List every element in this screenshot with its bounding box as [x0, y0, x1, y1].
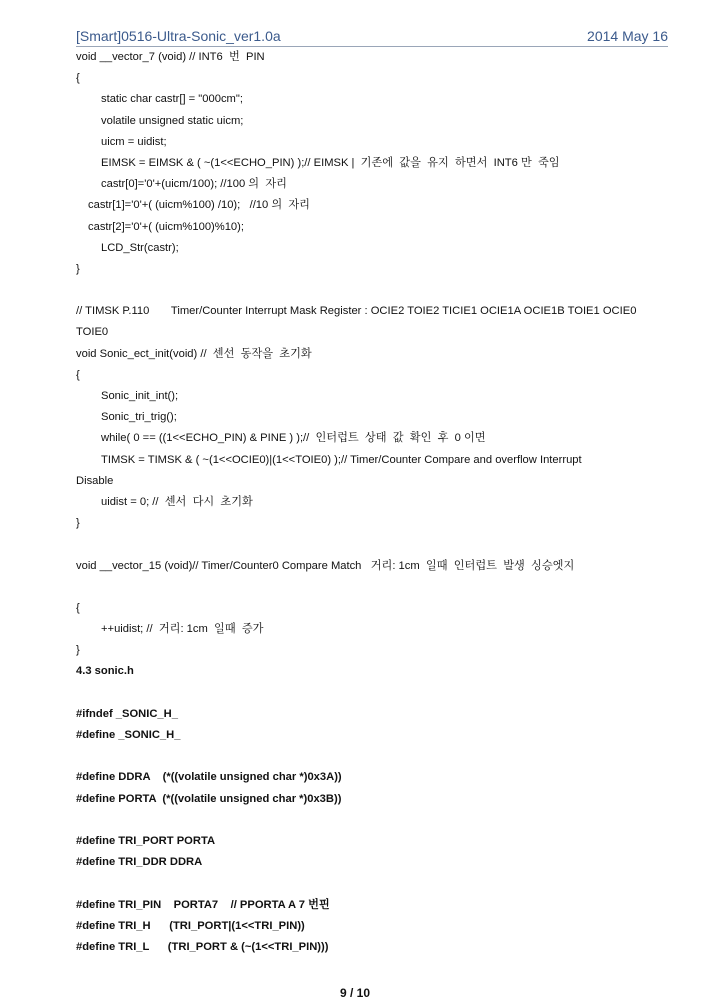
blank-line [76, 746, 674, 767]
code-line: castr[2]='0'+( (uicm%100)%10); [88, 220, 244, 233]
code-line: uidist = 0; // 센서 다시 초기화 [101, 495, 253, 508]
page-header [76, 22, 668, 47]
code-line: } [76, 262, 80, 275]
code-line: void Sonic_ect_init(void) // 센선 동작을 초기화 [76, 347, 312, 360]
blank-line [76, 280, 674, 301]
code-line: { [76, 601, 80, 614]
code-line: // TIMSK P.110 Timer/Counter Interrupt Mask Register : OCIE2 TOIE2 TICIE1 OCIE1A OCIE1B TOIE1 OCIE0 [76, 305, 637, 318]
code-line: void __vector_7 (void) // INT6 번 PIN [76, 51, 265, 63]
code-line: while( 0 == ((1<<ECHO_PIN) & PINE ) );// 인터럽트 상태 값 확인 후 0 이면 [101, 432, 486, 445]
page-number: 9 / 10 [339, 986, 371, 1000]
code-line: castr[0]='0'+(uicm/100); //100 의 자리 [101, 178, 287, 191]
code-line: void __vector_15 (void)// Timer/Counter0 Compare Match 거리: 1cm 일때 인터럽트 발생 싱승엣지 [76, 559, 575, 572]
code-line: Sonic_init_int(); [101, 390, 179, 402]
code-line: #define TRI_DDR DDRA [76, 856, 203, 869]
code-line: #define _SONIC_H_ [76, 729, 181, 741]
code-line: LCD_Str(castr); [101, 241, 179, 254]
document-title: [Smart]0516-Ultra-Sonic_ver1.0a [76, 28, 281, 44]
document-date: 2014 May 16 [587, 28, 668, 44]
code-listing [76, 47, 674, 958]
code-line: #define TRI_H (TRI_PORT|(1<<TRI_PIN)) [76, 919, 305, 932]
code-line: Sonic_tri_trig(); [101, 411, 177, 424]
code-line: TOIE0 [76, 326, 109, 339]
code-line: Disable [76, 474, 114, 487]
code-line: volatile unsigned static uicm; [101, 114, 244, 127]
blank-line [76, 534, 674, 555]
blank-line [76, 683, 674, 704]
blank-line [76, 577, 674, 598]
code-line: #define TRI_PORT PORTA [76, 834, 216, 847]
code-line: #define TRI_L (TRI_PORT & (~(1<<TRI_PIN))) [76, 940, 329, 953]
code-line: { [76, 72, 80, 85]
code-line: TIMSK = TIMSK & ( ~(1<<OCIE0)|(1<<TOIE0) );// Timer/Counter Compare and overflow Interrupt [101, 453, 582, 466]
code-line: uicm = uidist; [101, 135, 167, 148]
blank-line [76, 873, 674, 894]
code-line: } [76, 644, 80, 657]
code-line: #define DDRA (*((volatile unsigned char *)0x3A)) [76, 771, 342, 784]
code-line: ++uidist; // 거리: 1cm 일때 증가 [101, 623, 264, 636]
code-line: static char castr[] = "000cm"; [101, 93, 243, 106]
code-line: #define TRI_PIN PORTA7 // PPORTA A 7 번핀 [76, 898, 330, 911]
code-line: EIMSK = EIMSK & ( ~(1<<ECHO_PIN) );// EIMSK | 기존에 값을 유지 하면서 INT6 만 죽임 [101, 156, 560, 169]
code-line: #ifndef _SONIC_H_ [76, 707, 178, 720]
blank-line [76, 810, 674, 831]
code-line: { [76, 368, 80, 381]
code-line: #define PORTA (*((volatile unsigned char *)0x3B)) [76, 792, 342, 805]
code-line: castr[1]='0'+( (uicm%100) /10); //10 의 자리 [88, 199, 310, 212]
code-line: 4.3 sonic.h [76, 665, 134, 678]
code-line: } [76, 517, 80, 530]
